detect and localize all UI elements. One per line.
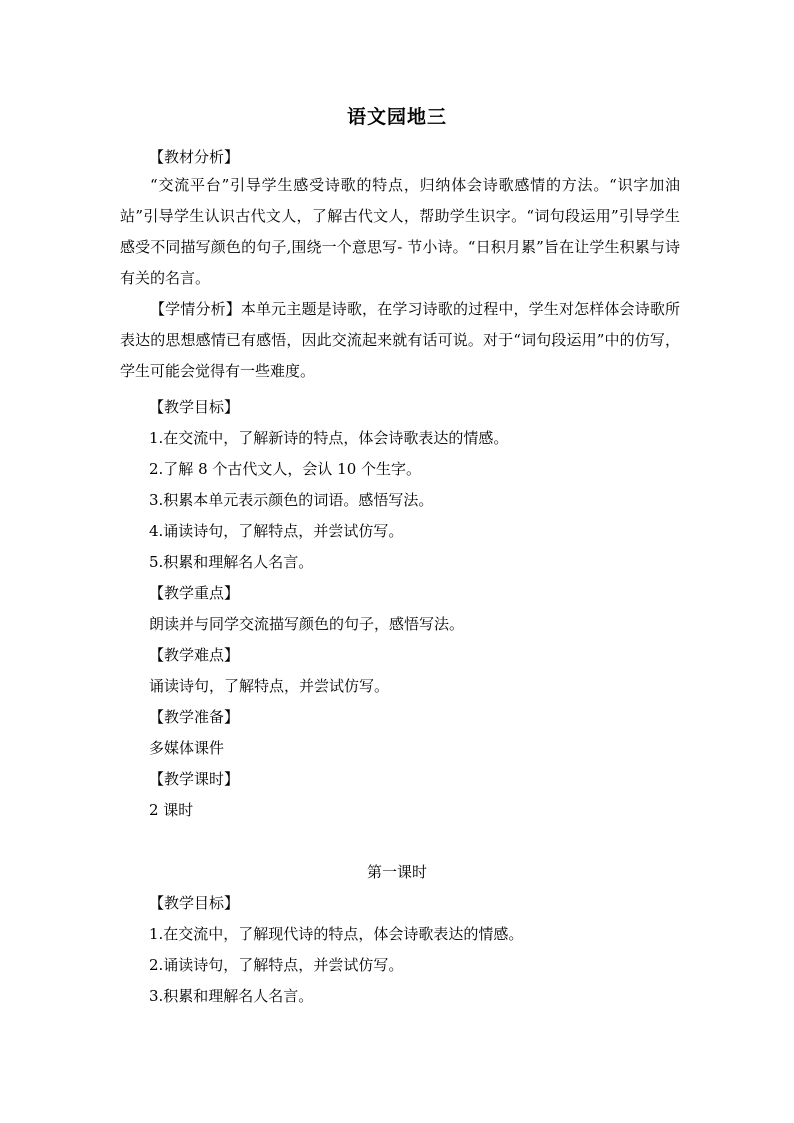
class-hours-text: 2 课时 (149, 801, 194, 819)
goal-item: 1.在交流中，了解新诗的特点，体会诗歌表达的情感。 (149, 429, 509, 447)
material-analysis-text: “交流平台”引导学生感受诗歌的特点，归纳体会诗歌感情的方法。“识字加油站”引导学生认识古代文人，了解古代文人，帮助学生识字。“词句段运用”引导学生感受不同描写颜色的句子,围绕一个意思写- 节小诗。“日积月累”旨在让学生积累与诗有关的名言。 (120, 176, 680, 287)
lesson-goal-item: 3.积累和理解名人名言。 (149, 987, 314, 1005)
preparation-text: 多媒体课件 (149, 739, 225, 757)
document-title: 语文园地三 (346, 106, 447, 128)
key-points-text: 朗读并与同学交流描写颜色的句子，感悟写法。 (149, 615, 465, 633)
lesson-goal-item: 1.在交流中，了解现代诗的特点，体会诗歌表达的情感。 (149, 925, 524, 943)
student-analysis-paragraph (120, 294, 680, 387)
material-analysis-heading: 【教材分析】 (149, 148, 240, 166)
difficulty-heading: 【教学难点】 (149, 646, 240, 664)
teaching-goals-heading: 【教学目标】 (149, 398, 240, 416)
student-analysis-heading: 【学情分析】 (150, 300, 241, 318)
goal-item: 2.了解 8 个古代文人，会认 10 个生字。 (149, 460, 422, 478)
lesson-goal-item: 2.诵读诗句，了解特点，并尝试仿写。 (149, 956, 404, 974)
lesson-one-goals-heading: 【教学目标】 (149, 894, 240, 912)
class-hours-heading: 【教学课时】 (149, 770, 240, 788)
goal-item: 4.诵读诗句，了解特点，并尝试仿写。 (149, 522, 404, 540)
goal-item: 5.积累和理解名人名言。 (149, 553, 314, 571)
preparation-heading: 【教学准备】 (149, 708, 240, 726)
lesson-one-title: 第一课时 (366, 863, 427, 881)
goal-item: 3.积累本单元表示颜色的词语。感悟写法。 (149, 491, 434, 509)
difficulty-text: 诵读诗句，了解特点，并尝试仿写。 (149, 677, 390, 695)
key-points-heading: 【教学重点】 (149, 584, 240, 602)
student-analysis-text: 本单元主题是诗歌，在学习诗歌的过程中，学生对怎样体会诗歌所表达的思想感情已有感悟，因此交流起来就有话可说。对于“词句段运用”中的仿写，学生可能会觉得有一些难度。 (120, 300, 680, 380)
